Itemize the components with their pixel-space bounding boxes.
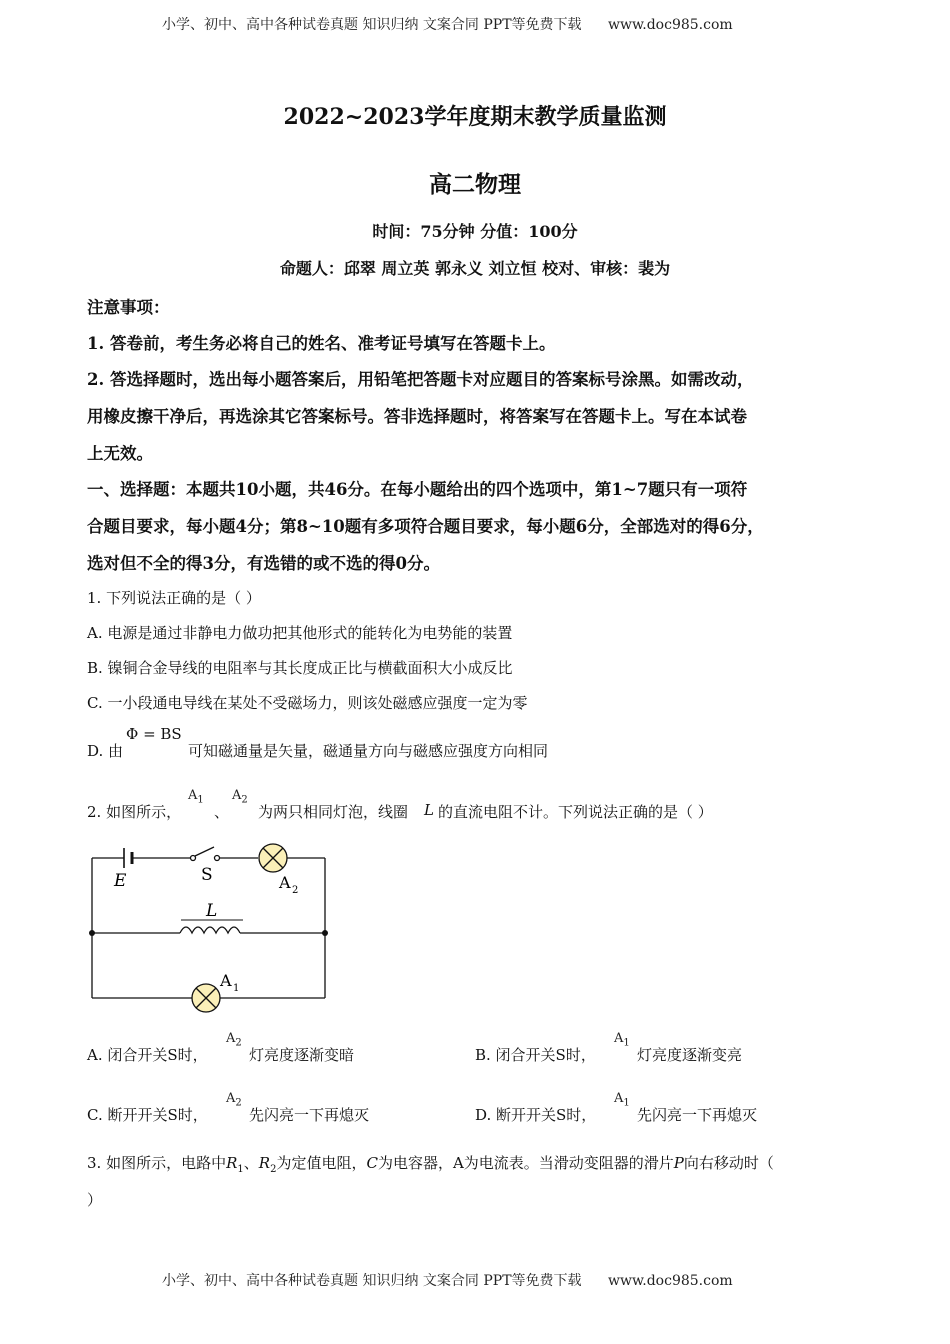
note-1: 1. 答卷前，考生务必将自己的姓名、准考证号填写在答题卡上。 xyxy=(87,334,556,353)
q2-option-d-lamp: $A_1$ xyxy=(614,1091,630,1109)
section1-line-3: 选对但不全的得3分，有选错的或不选的得0分。 xyxy=(87,554,440,573)
switch-contact xyxy=(215,856,220,861)
q1-option-d-suffix: 可知磁通量是矢量，磁通量方向与磁感应强度方向相同 xyxy=(188,742,549,760)
page-footer xyxy=(162,1270,733,1290)
q2-option-c-prefix: C. 断开开关S时， xyxy=(87,1106,208,1124)
q2-coil-label: L xyxy=(424,801,434,819)
q3-stem-line-2: ） xyxy=(87,1191,103,1209)
footer-text: 小学、初中、高中各种试卷真题 知识归纳 文案合同 PPT等免费下载 xyxy=(162,1273,582,1289)
note-2-line-3: 上无效。 xyxy=(87,444,153,463)
q1-option-b: B. 镍铜合金导线的电阻率与其长度成正比与横截面积大小成反比 xyxy=(87,659,513,677)
inductor-coil xyxy=(180,927,240,933)
circuit-label-a2-sub: 2 xyxy=(292,885,299,896)
switch-blade xyxy=(195,847,214,856)
switch-pivot xyxy=(191,856,196,861)
header-text: 小学、初中、高中各种试卷真题 知识归纳 文案合同 PPT等免费下载 xyxy=(162,17,582,33)
note-2-line-1: 2. 答选择题时，选出每小题答案后，用铅笔把答题卡对应题目的答案标号涂黑。如需改动， xyxy=(87,370,754,389)
q1-option-c: C. 一小段通电导线在某处不受磁场力，则该处磁感应强度一定为零 xyxy=(87,694,528,712)
q2-option-b-suffix: 灯亮度逐渐变亮 xyxy=(637,1046,743,1064)
junction-right xyxy=(322,930,328,936)
exam-authors: 命题人：邱翠 周立英 郭永义 刘立恒 校对、审核：裴为 xyxy=(279,259,671,278)
q2-circuit-diagram xyxy=(80,838,340,1013)
q2-option-b-prefix: B. 闭合开关S时， xyxy=(475,1046,596,1064)
circuit-label-a2: A xyxy=(279,873,291,892)
q2-option-b-lamp: $A_1$ xyxy=(614,1031,630,1049)
q2-option-c-lamp: $A_2$ xyxy=(226,1091,242,1109)
q2-option-d-prefix: D. 断开开关S时， xyxy=(475,1106,597,1124)
q2-separator: 、 xyxy=(214,803,230,821)
junction-left xyxy=(89,930,95,936)
exam-title: 2022~2023学年度期末教学质量监测 xyxy=(283,104,667,130)
q2-lamp-a2-label: $A_2$ xyxy=(232,788,248,806)
exam-subject: 高二物理 xyxy=(429,171,521,198)
circuit-label-l: L xyxy=(206,901,218,921)
section1-line-2: 合题目要求，每小题4分；第8~10题有多项符合题目要求，每小题6分，全部选对的得6分， xyxy=(87,517,764,536)
circuit-label-s: S xyxy=(201,865,213,885)
section1-line-1: 一、选择题：本题共10小题，共46分。在每小题给出的四个选项中，第1~7题只有一项符 xyxy=(87,480,748,499)
circuit-label-e: E xyxy=(114,871,127,891)
header-site: www.doc985.com xyxy=(607,17,733,33)
q2-option-a-lamp: $A_2$ xyxy=(226,1031,242,1049)
q2-option-c-suffix: 先闪亮一下再熄灭 xyxy=(249,1106,370,1124)
note-2-line-2: 用橡皮擦干净后，再选涂其它答案标号。答非选择题时，将答案写在答题卡上。写在本试卷 xyxy=(87,407,747,426)
circuit-label-a1-sub: 1 xyxy=(233,983,240,994)
q1-stem: 1. 下列说法正确的是（ ） xyxy=(87,589,261,607)
page-header xyxy=(162,14,733,34)
q2-option-a-suffix: 灯亮度逐渐变暗 xyxy=(249,1046,355,1064)
q1-option-d-prefix: D. 由 xyxy=(87,742,124,760)
q2-stem-mid: 为两只相同灯泡，线圈 xyxy=(258,803,409,821)
q3-stem-line-1: 3. 如图所示，电路中$R_1$、$R_2$为定值电阻，C为电容器，A为电流表。当滑动变阻器的滑片P向右移动时（ xyxy=(87,1154,774,1175)
q2-stem-prefix: 2. 如图所示， xyxy=(87,803,182,821)
notes-heading: 注意事项： xyxy=(87,298,170,317)
q2-lamp-a1-label: $A_1$ xyxy=(188,788,204,806)
q2-option-a-prefix: A. 闭合开关S时， xyxy=(87,1046,208,1064)
q1-option-a: A. 电源是通过非静电力做功把其他形式的能转化为电势能的装置 xyxy=(87,624,513,642)
q1-option-d-formula: Φ = BS xyxy=(126,725,182,743)
footer-site: www.doc985.com xyxy=(607,1273,733,1289)
circuit-label-a1: A xyxy=(220,971,232,990)
q2-option-d-suffix: 先闪亮一下再熄灭 xyxy=(637,1106,758,1124)
exam-time-line: 时间：75分钟 分值：100分 xyxy=(372,222,578,241)
q2-stem-suffix: 的直流电阻不计。下列说法正确的是（ ） xyxy=(438,803,713,821)
